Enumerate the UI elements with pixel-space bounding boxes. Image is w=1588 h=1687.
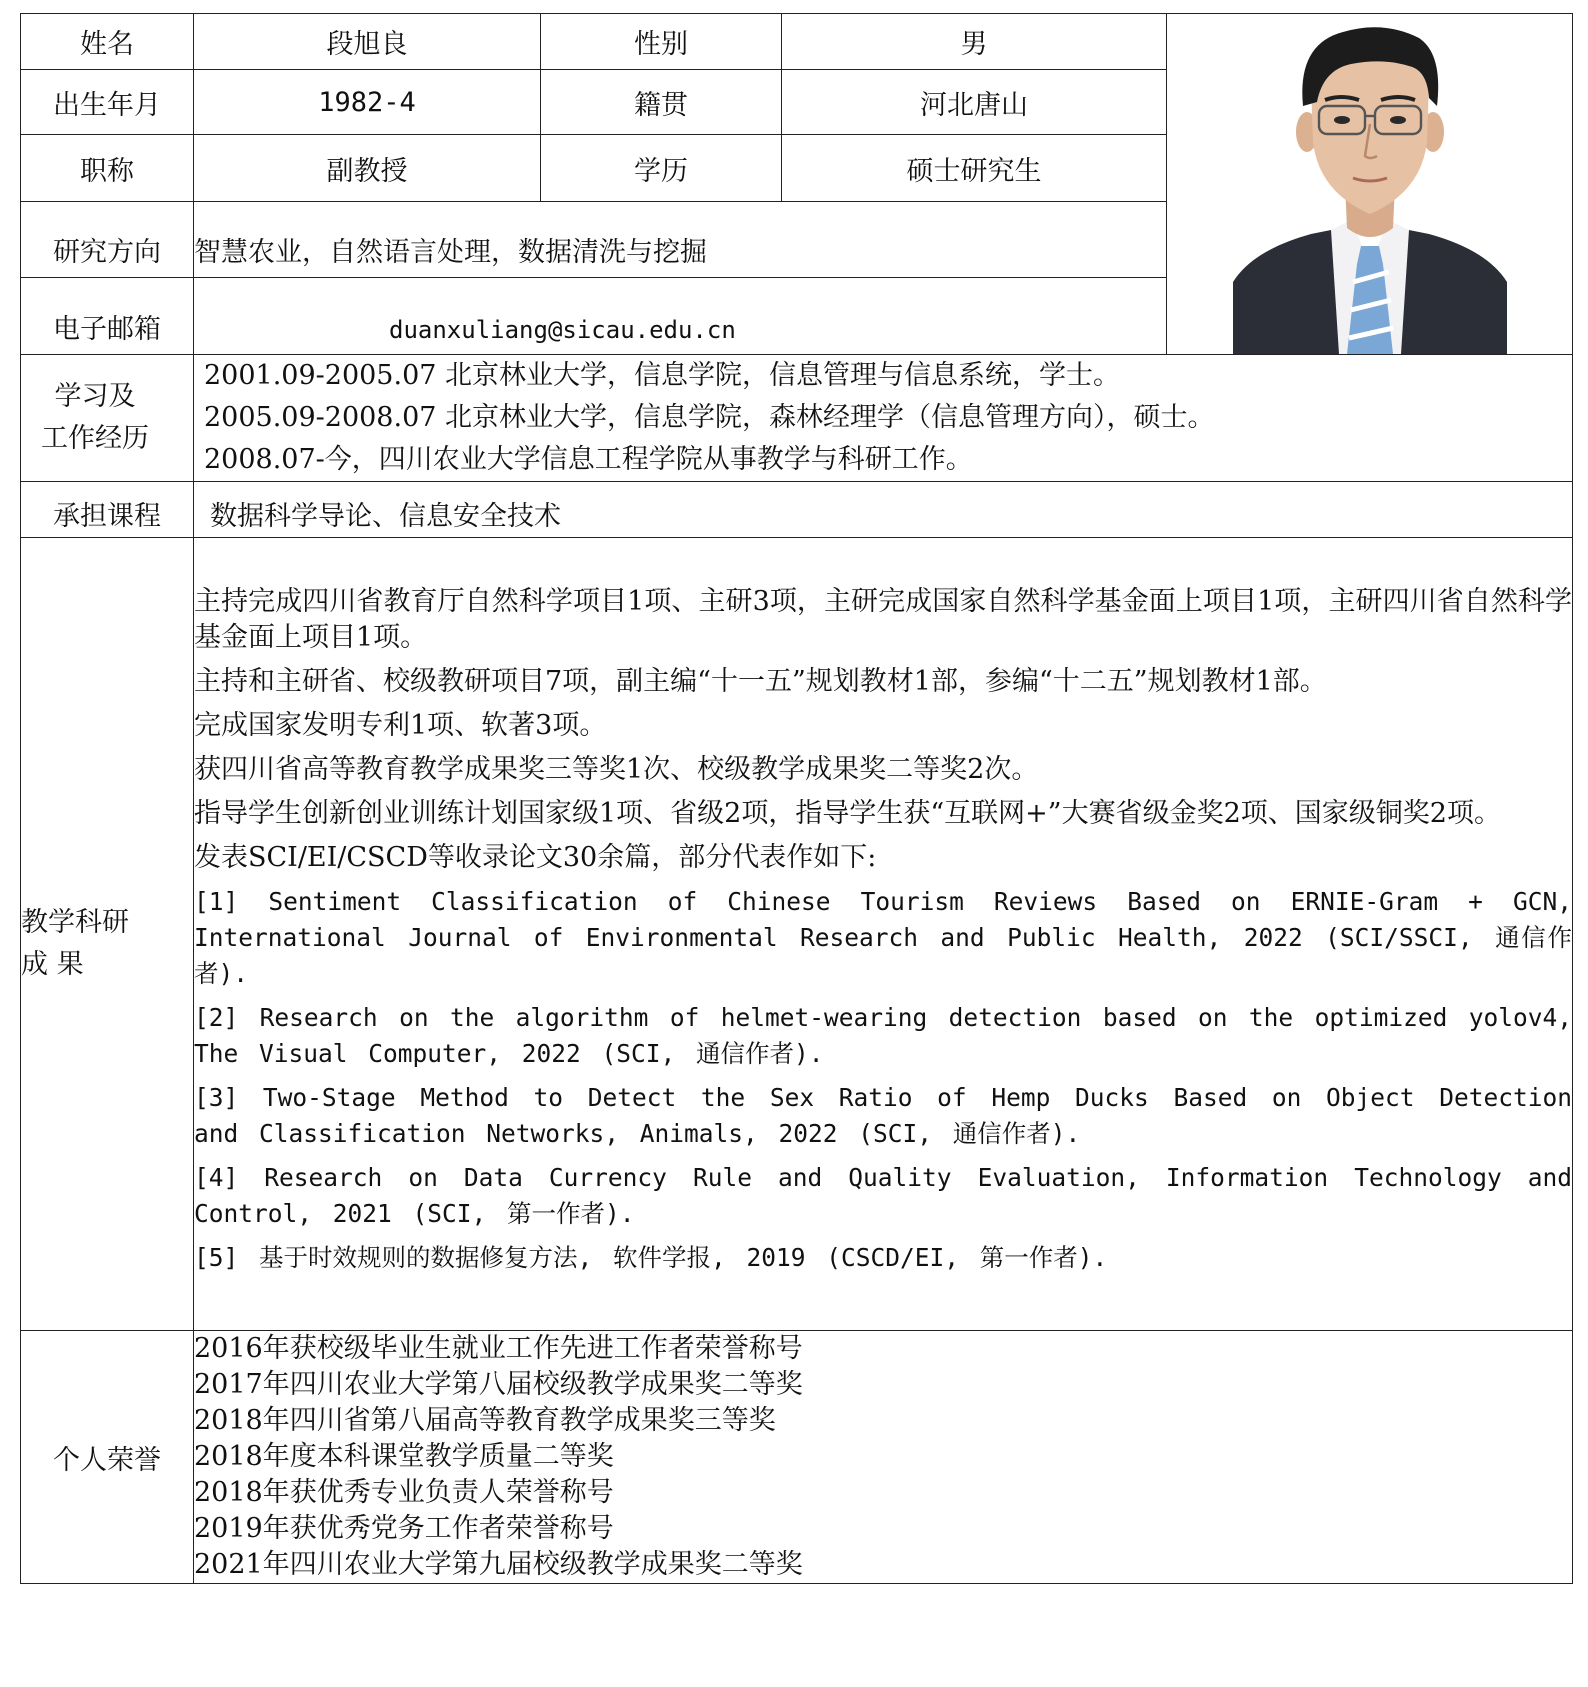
birth-value: 1982-4 bbox=[194, 69, 541, 135]
research-label: 研究方向 bbox=[21, 202, 194, 278]
achievement-item: 主持完成四川省教育厅自然科学项目1项、主研3项，主研完成国家自然科学基金面上项目1项，主研四川省自然科学基金面上项目1项。 bbox=[194, 586, 1572, 653]
title-value: 副教授 bbox=[194, 135, 541, 202]
history-item: 2008.07-今，四川农业大学信息工程学院从事教学与科研工作。 bbox=[204, 444, 973, 475]
reference-item: [3] Two-Stage Method to Detect the Sex Ratio of Hemp Ducks Based on Object Detection and Classification Networks, Animals, 2022 (SCI, 通信作者). bbox=[194, 1083, 1572, 1148]
reference-item: [4] Research on Data Currency Rule and Quality Evaluation, Information Technology and Control, 2021 (SCI, 第一作者). bbox=[194, 1163, 1572, 1228]
research-value: 智慧农业，自然语言处理，数据清洗与挖掘 bbox=[194, 202, 1167, 278]
achievements-label-line1: 教学科研 bbox=[21, 907, 129, 938]
degree-label: 学历 bbox=[541, 135, 782, 202]
reference-item: [5] 基于时效规则的数据修复方法, 软件学报, 2019 (CSCD/EI, 第一作者). bbox=[194, 1243, 1108, 1272]
honors-label: 个人荣誉 bbox=[21, 1331, 194, 1584]
achievement-item: 获四川省高等教育教学成果奖三等奖1次、校级教学成果奖二等奖2次。 bbox=[194, 754, 1039, 785]
achievement-item: 主持和主研省、校级教研项目7项，副主编“十一五”规划教材1部，参编“十二五”规划教材1部。 bbox=[194, 666, 1327, 697]
name-label: 姓名 bbox=[21, 14, 194, 70]
honor-item: 2018年四川省第八届高等教育教学成果奖三等奖 bbox=[194, 1405, 776, 1436]
history-label bbox=[21, 355, 194, 482]
achievement-item: 指导学生创新创业训练计划国家级1项、省级2项，指导学生获“互联网+”大赛省级金奖2项、国家级铜奖2项。 bbox=[194, 798, 1501, 829]
achievements-label bbox=[21, 538, 194, 1331]
achievements-content bbox=[194, 538, 1573, 1331]
history-list bbox=[194, 355, 1573, 482]
honor-item: 2018年度本科课堂教学质量二等奖 bbox=[194, 1441, 614, 1472]
email-label: 电子邮箱 bbox=[21, 278, 194, 355]
portrait-photo bbox=[1233, 14, 1507, 354]
gender-value: 男 bbox=[782, 14, 1167, 70]
title-label: 职称 bbox=[21, 135, 194, 202]
reference-item: [1] Sentiment Classification of Chinese Tourism Reviews Based on ERNIE-Gram + GCN, International Journal of Environmental Research and Public Health, 2022 (SCI/SSCI, 通信作者). bbox=[194, 887, 1572, 988]
achievement-item: 发表SCI/EI/CSCD等收录论文30余篇，部分代表作如下: bbox=[194, 842, 877, 873]
history-item: 2005.09-2008.07 北京林业大学，信息学院，森林经理学（信息管理方向），硕士。 bbox=[204, 402, 1215, 433]
name-value: 段旭良 bbox=[194, 14, 541, 70]
gender-label: 性别 bbox=[541, 14, 782, 70]
history-item: 2001.09-2005.07 北京林业大学，信息学院，信息管理与信息系统，学士。 bbox=[204, 360, 1121, 391]
resume-table bbox=[20, 13, 1573, 1584]
courses-label: 承担课程 bbox=[21, 482, 194, 538]
honor-item: 2017年四川农业大学第八届校级教学成果奖二等奖 bbox=[194, 1369, 803, 1400]
achievement-item: 完成国家发明专利1项、软著3项。 bbox=[194, 710, 607, 741]
honors-list bbox=[194, 1331, 1573, 1584]
photo-cell bbox=[1167, 14, 1573, 355]
birth-label: 出生年月 bbox=[21, 69, 194, 135]
history-label-line2: 工作经历 bbox=[41, 423, 149, 454]
honor-item: 2021年四川农业大学第九届校级教学成果奖二等奖 bbox=[194, 1549, 803, 1580]
email-value: duanxuliang@sicau.edu.cn bbox=[194, 278, 1167, 355]
honor-item: 2018年获优秀专业负责人荣誉称号 bbox=[194, 1477, 614, 1508]
origin-label: 籍贯 bbox=[541, 69, 782, 135]
courses-value: 数据科学导论、信息安全技术 bbox=[194, 482, 1573, 538]
reference-item: [2] Research on the algorithm of helmet-wearing detection based on the optimized yolov4, The Visual Computer, 2022 (SCI, 通信作者). bbox=[194, 1003, 1572, 1068]
origin-value: 河北唐山 bbox=[782, 69, 1167, 135]
honor-item: 2019年获优秀党务工作者荣誉称号 bbox=[194, 1513, 614, 1544]
honor-item: 2016年获校级毕业生就业工作先进工作者荣誉称号 bbox=[194, 1333, 803, 1364]
degree-value: 硕士研究生 bbox=[782, 135, 1167, 202]
history-label-line1: 学习及 bbox=[54, 381, 136, 412]
achievements-label-line2: 成 果 bbox=[21, 949, 84, 980]
